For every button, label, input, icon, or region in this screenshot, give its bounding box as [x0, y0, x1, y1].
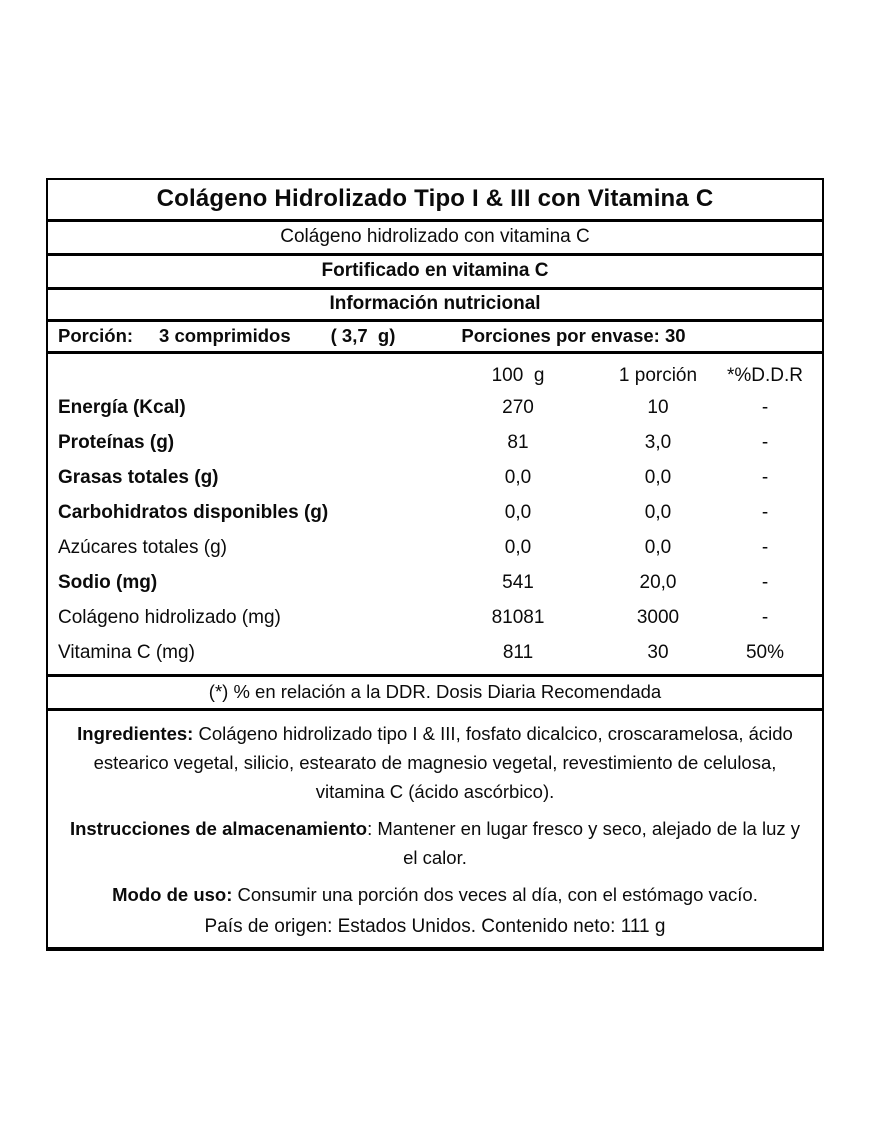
- value-per-100g: 81081: [491, 606, 545, 628]
- value-per-portion: 0,0: [644, 536, 672, 558]
- table-row: [48, 600, 822, 635]
- ddr-footnote: (*) % en relación a la DDR. Dosis Diaria Recomendada: [48, 677, 822, 711]
- table-row: [48, 635, 822, 670]
- product-title: Colágeno Hidrolizado Tipo I & III con Vitamina C: [48, 180, 822, 222]
- nutrient-name: Energía (Kcal): [58, 396, 186, 418]
- value-per-100g: 0,0: [504, 501, 532, 523]
- table-row: [48, 530, 822, 565]
- servings-per-container: Porciones por envase: 30: [461, 325, 686, 346]
- value-per-100g: 541: [502, 571, 534, 593]
- table-row: [48, 495, 822, 530]
- value-per-portion: 3000: [636, 606, 680, 628]
- nutrition-table-header: [48, 362, 822, 390]
- ingredients-label: Ingredientes:: [77, 723, 194, 744]
- value-ddr: -: [761, 606, 769, 628]
- serving-label: Porción:: [58, 325, 134, 346]
- value-per-100g: 0,0: [504, 466, 532, 488]
- ingredients-paragraph: [48, 711, 822, 808]
- nutrition-label: [46, 178, 824, 951]
- nutrition-table-body: [48, 390, 822, 670]
- origin-and-net-content: País de origen: Estados Unidos. Contenido neto: 111 g: [204, 916, 666, 937]
- value-ddr: -: [761, 501, 769, 523]
- storage-text: : Mantener en lugar fresco y seco, alejado de la luz y el calor.: [367, 818, 801, 868]
- usage-text: Consumir una porción dos veces al día, con el estómago vacío.: [232, 884, 758, 905]
- value-ddr: -: [761, 396, 769, 418]
- value-per-100g: 811: [502, 641, 534, 663]
- nutrient-name: Carbohidratos disponibles (g): [58, 501, 329, 523]
- serving-amount: 3 comprimidos: [159, 325, 291, 346]
- table-row: [48, 390, 822, 425]
- ingredients-text: Colágeno hidrolizado tipo I & III, fosfato dicalcico, croscaramelosa, ácido estearico vegetal, silicio, estearato de magnesio vegetal, revestimiento de celulosa, vitamina C (ácido ascórbico).: [93, 723, 793, 802]
- storage-label: Instrucciones de almacenamiento: [69, 818, 368, 839]
- header-ddr: *%D.D.R: [726, 365, 803, 386]
- value-ddr: -: [761, 536, 769, 558]
- nutrition-section-title: Información nutricional: [48, 290, 822, 322]
- value-per-portion: 0,0: [644, 501, 672, 523]
- value-per-portion: 0,0: [644, 466, 672, 488]
- serving-weight: ( 3,7 g): [330, 325, 396, 346]
- nutrient-name: Azúcares totales (g): [58, 536, 227, 558]
- serving-row: [48, 322, 822, 354]
- nutrient-name: Vitamina C (mg): [58, 641, 195, 663]
- table-row: [48, 460, 822, 495]
- value-per-100g: 81: [507, 431, 529, 453]
- value-per-portion: 3,0: [644, 431, 672, 453]
- table-row: [48, 425, 822, 460]
- nutrient-name: Grasas totales (g): [58, 466, 219, 488]
- usage-paragraph: [48, 874, 822, 911]
- value-per-portion: 30: [647, 641, 669, 663]
- value-per-100g: 270: [502, 396, 534, 418]
- value-ddr: -: [761, 431, 769, 453]
- value-ddr: 50%: [745, 641, 785, 663]
- value-per-100g: 0,0: [504, 536, 532, 558]
- value-per-portion: 20,0: [639, 571, 677, 593]
- storage-paragraph: [48, 808, 822, 874]
- table-row: [48, 565, 822, 600]
- product-subtitle: Colágeno hidrolizado con vitamina C: [48, 222, 822, 256]
- nutrient-name: Proteínas (g): [58, 431, 175, 453]
- nutrient-name: Sodio (mg): [58, 571, 158, 593]
- header-per-100g: 100 g: [491, 365, 545, 386]
- value-ddr: -: [761, 466, 769, 488]
- nutrient-name: Colágeno hidrolizado (mg): [58, 606, 281, 628]
- value-ddr: -: [761, 571, 769, 593]
- fortified-claim: Fortificado en vitamina C: [48, 256, 822, 290]
- value-per-portion: 10: [647, 396, 669, 418]
- usage-label: Modo de uso:: [112, 884, 233, 905]
- header-per-portion: 1 porción: [618, 365, 698, 386]
- nutrition-table: [48, 354, 822, 677]
